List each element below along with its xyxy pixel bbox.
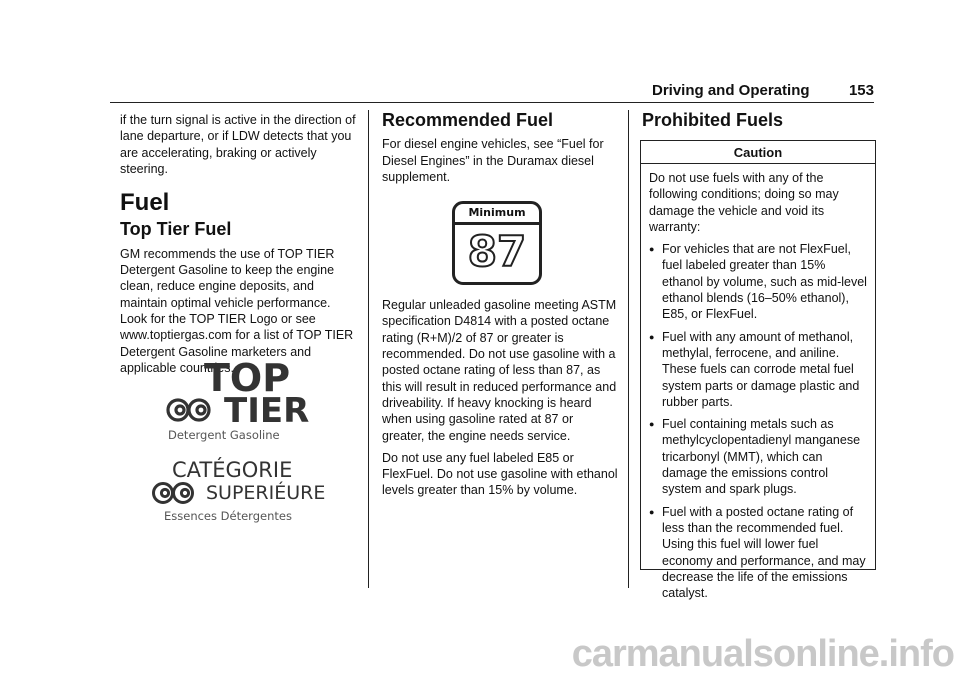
fuel-heading: Fuel <box>120 189 170 217</box>
top-tier-paragraph: GM recommends the use of TOP TIER Detergent Gasoline to keep the engine clean, reduce engine deposits, and maintain optimal vehicle performance. Look for the TOP TIER Logo or see www.toptiergas.com for a list of TOP TIER Detergent Gasoline marketers and applicable countries. <box>120 246 354 375</box>
top-tier-logo-line2: TIER <box>224 391 310 431</box>
list-item: ● For vehicles that are not FlexFuel, fuel labeled greater than 15% ethanol by volume, such as mid-level ethanol blends (16–50% ethanol), E85, or FlexFuel. <box>649 241 867 322</box>
caution-intro: Do not use fuels with any of the following conditions; doing so may damage the vehicle and void its warranty: <box>649 171 839 234</box>
top-tier-logo-line1: TOP <box>204 356 291 400</box>
page-header <box>652 82 874 99</box>
lane-departure-paragraph: if the turn signal is active in the direction of lane departure, or if LDW detects that you are accelerating, braking or actively steering. <box>120 113 356 176</box>
top-tier-heading: Top Tier Fuel <box>120 219 232 240</box>
e85-paragraph: Do not use any fuel labeled E85 or FlexFuel. Do not use gasoline with ethanol levels greater than 15% by volume. <box>382 450 618 498</box>
categorie-superieure-logo <box>152 458 342 528</box>
categorie-logo-tagline: Essences Détergentes <box>164 509 292 523</box>
column-divider-1 <box>368 110 369 588</box>
watermark: carmanualsonline.info <box>571 633 954 675</box>
page-number: 153 <box>848 82 874 99</box>
list-item: ● Fuel with any amount of methanol, methylal, ferrocene, and aniline. These fuels can corrode metal fuel system parts or damage plastic and rubber parts. <box>649 329 867 410</box>
list-item: ● Fuel containing metals such as methylcyclopentadienyl manganese tricarbonyl (MMT), which can damage the emissions control system and spark plugs. <box>649 416 867 497</box>
caution-title: Caution <box>641 141 875 164</box>
categorie-logo-line1: CATÉGORIE <box>172 458 293 482</box>
column-1 <box>120 112 356 382</box>
column-2 <box>382 112 618 505</box>
recommended-fuel-heading: Recommended Fuel <box>382 110 554 130</box>
categorie-logo-line2: SUPERIÉURE <box>206 482 326 504</box>
list-item: ● Fuel with a posted octane rating of less than the recommended fuel. Using this fuel will lower fuel economy and performance, and may decrease the life of the emissions catalyst. <box>649 504 867 602</box>
octane-label <box>452 201 542 285</box>
prohibited-fuels-heading: Prohibited Fuels <box>642 110 784 130</box>
top-tier-logo-tagline: Detergent Gasoline <box>168 428 280 442</box>
top-tier-logo <box>164 358 314 442</box>
octane-label-number: 87 <box>467 227 527 277</box>
octane-paragraph: Regular unleaded gasoline meeting ASTM specification D4814 with a posted octane rating (R+M)/2 of 87 or greater is recommended. Do not use gasoline with a posted octane rating of less than 87, as this will result in reduced performance and driveability. If heavy knocking is heard when using gasoline rated at 87 or greater, the engine needs service. <box>382 298 617 443</box>
section-title: Driving and Operating <box>652 82 810 99</box>
caution-box <box>640 140 876 601</box>
swirl-icon <box>166 396 226 424</box>
column-divider-2 <box>628 110 629 588</box>
diesel-paragraph: For diesel engine vehicles, see “Fuel for Diesel Engines” in the Duramax diesel supplement. <box>382 137 604 184</box>
caution-list <box>649 241 867 601</box>
column-3 <box>642 112 874 136</box>
header-rule <box>110 102 874 103</box>
octane-label-minimum: Minimum <box>455 204 539 225</box>
swirl-icon <box>152 480 208 506</box>
